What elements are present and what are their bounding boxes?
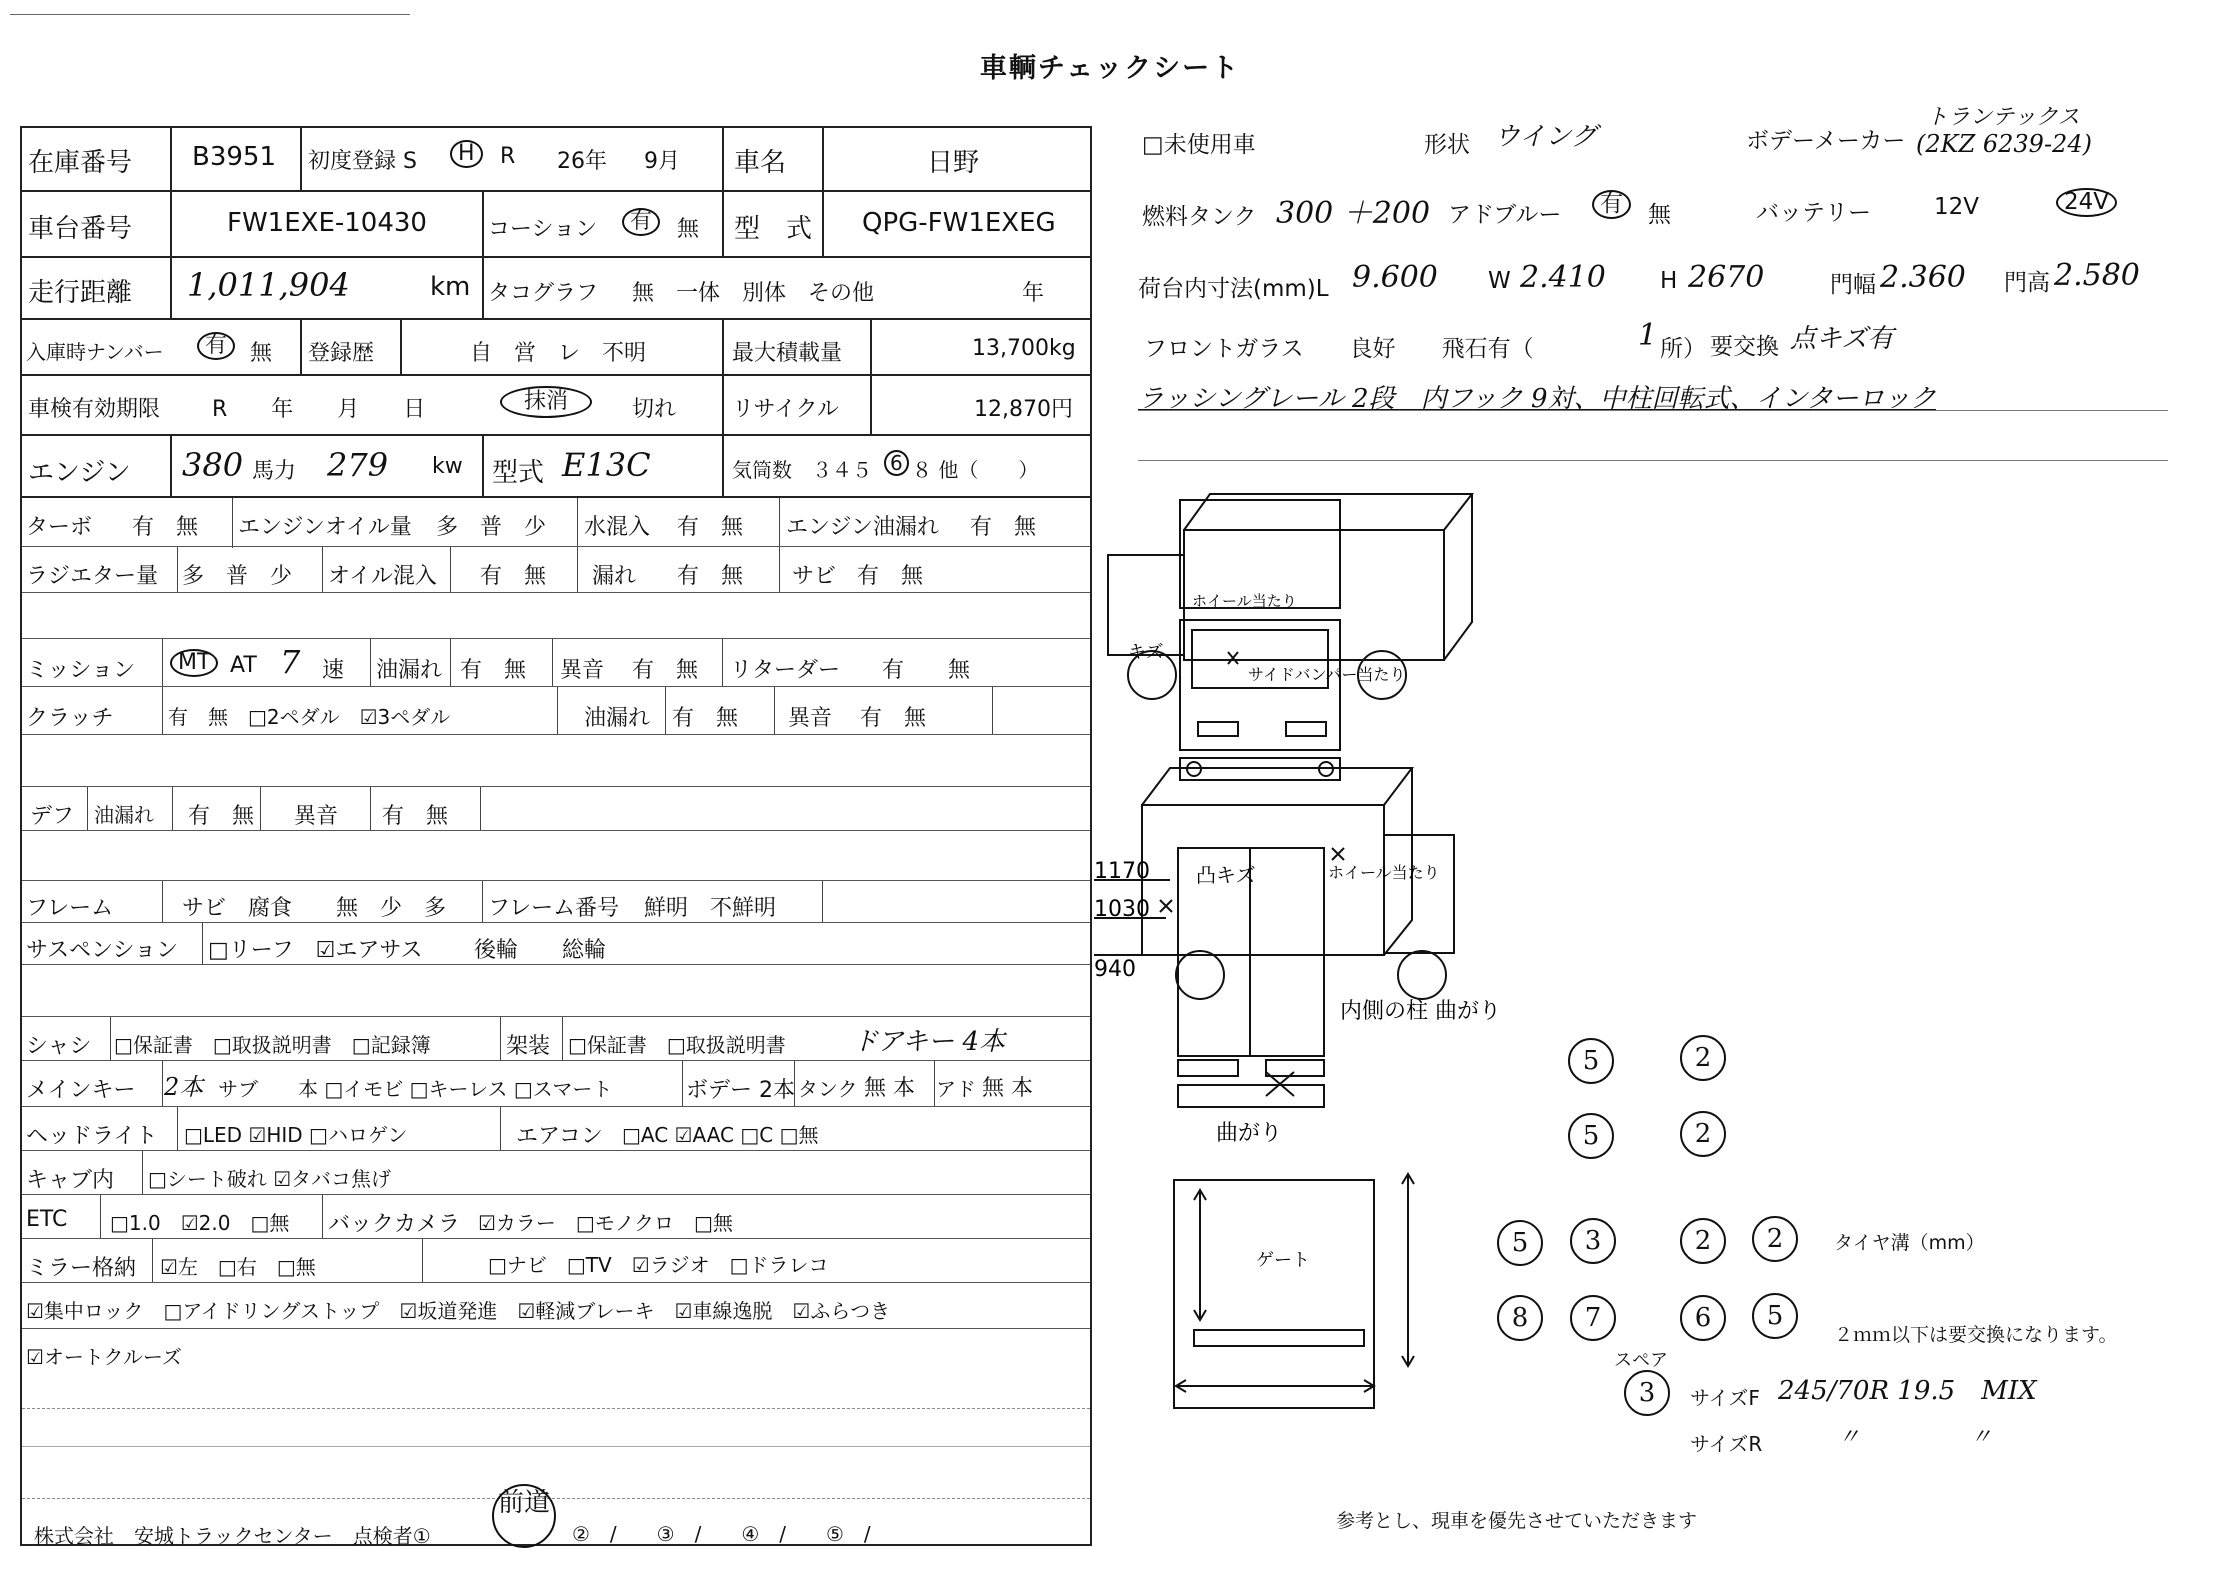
- note-wheel-hit: ホイール当たり: [1192, 592, 1297, 610]
- oilqty-label: エンジンオイル量: [238, 515, 412, 540]
- diff-label: デフ: [30, 804, 75, 829]
- diff-oil-leak-options: 有 無: [188, 804, 255, 829]
- docs-body-options: □保証書 □取扱説明書: [568, 1033, 786, 1057]
- history-options: 自 営 レ 不明: [470, 341, 647, 366]
- unused-vehicle: □未使用車: [1142, 132, 1256, 158]
- name-value: 日野: [927, 148, 980, 178]
- leak-label: 漏れ: [592, 564, 637, 589]
- size-f-value: 245/70R 19.5 MIX: [1778, 1376, 2037, 1406]
- fuel-label: 燃料タンク: [1142, 204, 1257, 230]
- cab-options: □シート破れ ☑タバコ焦げ: [148, 1167, 391, 1191]
- hp-unit: 馬力: [252, 459, 297, 484]
- remarks-line: [1138, 410, 2168, 411]
- susp-parts: 後輪 総輪: [474, 938, 607, 963]
- model-label: 型 式: [734, 214, 813, 244]
- tank-label: タンク: [798, 1077, 858, 1101]
- clutch-oil-leak-label: 油漏れ: [584, 706, 651, 731]
- clutch-noise-label: 異音: [788, 706, 833, 731]
- side2-cab: [1384, 835, 1454, 953]
- row-docs: [22, 1016, 1090, 1061]
- frameno-label: フレーム番号: [488, 896, 620, 921]
- row-stock: [22, 128, 1090, 190]
- tire-r3-c2: 3: [1570, 1218, 1616, 1264]
- plate-yes: 有: [197, 332, 235, 360]
- row-cruise: [22, 1328, 1090, 1373]
- reg-month: 9月: [644, 149, 680, 174]
- note-kizu: キズ: [1128, 642, 1164, 663]
- taco-options: 無 一体 別体 その他: [632, 281, 875, 306]
- height-940: 940: [1094, 957, 1136, 982]
- name-label: 車名: [734, 148, 787, 178]
- frame-label: フレーム: [26, 896, 114, 921]
- row-keys: [22, 1060, 1090, 1107]
- door-w-label: 門幅: [1830, 272, 1876, 298]
- dims-w-label: W: [1488, 268, 1511, 294]
- ac-label: エアコン: [516, 1124, 603, 1149]
- caution-label: コーション: [488, 217, 598, 242]
- stock-value: B3951: [192, 142, 277, 172]
- reg-year: 26年: [557, 149, 607, 174]
- glass-unit: 所）: [1660, 336, 1706, 362]
- note-side-bumper: サイドバンパー当たり: [1248, 665, 1406, 684]
- mirror-options: ☑左 □右 □無: [160, 1255, 316, 1279]
- rear-door-right: [1250, 848, 1324, 1056]
- era-h-circled: H: [450, 140, 483, 168]
- inspect-date: R 年 月 日: [212, 397, 426, 422]
- caution-yes: 有: [622, 208, 660, 236]
- radiator-label: ラジエター量: [26, 564, 159, 589]
- tire-r2-c1: 5: [1568, 1113, 1614, 1159]
- key-main: 2本: [164, 1073, 204, 1101]
- door-w: 2.360: [1880, 260, 1966, 295]
- bodymaker-value: トランテックス: [1926, 105, 2080, 130]
- height-1170: 1170: [1094, 859, 1150, 884]
- size-r-value: 〃 〃: [1838, 1425, 1993, 1450]
- plate-label: 入庫時ナンバー: [26, 340, 164, 364]
- tire-r4-c3: 6: [1680, 1295, 1726, 1341]
- tank-value: 無 本: [864, 1076, 915, 1101]
- adb-label: アド: [936, 1077, 976, 1101]
- mission-oil-leak-label: 油漏れ: [376, 658, 443, 683]
- row-headlight: [22, 1106, 1090, 1151]
- size-r-label: サイズR: [1690, 1432, 1763, 1456]
- water-options: 有 無: [677, 515, 744, 540]
- history-label: 登録歴: [308, 341, 375, 366]
- camera-label: バックカメラ: [328, 1212, 461, 1237]
- top-rule: [10, 14, 410, 15]
- row-inspection: [22, 374, 1090, 436]
- height-1030: 1030: [1094, 897, 1150, 922]
- headlight-label: ヘッドライト: [26, 1124, 158, 1149]
- diff-oil-leak-label: 油漏れ: [94, 803, 154, 827]
- mileage-unit: km: [430, 272, 471, 302]
- tire-depth-label: タイヤ溝（mm）: [1834, 1232, 1985, 1254]
- bodymaker-label: ボデーメーカー: [1746, 128, 1906, 154]
- etc-options: □1.0 ☑2.0 □無: [110, 1211, 290, 1235]
- tire-r3-c3: 2: [1680, 1218, 1726, 1264]
- speed-value: 7: [280, 643, 301, 681]
- row-frame: [22, 880, 1090, 923]
- recycle-label: リサイクル: [732, 397, 839, 422]
- adblue-label: アドブルー: [1448, 202, 1562, 228]
- reg-label: 初度登録 S: [308, 149, 417, 174]
- susp-label: サスペンション: [26, 938, 179, 963]
- tire-note: ２ｍｍ以下は要交換になります。: [1834, 1324, 2118, 1346]
- clutch-noise-options: 有 無: [860, 706, 927, 731]
- dims-w: 2.410: [1520, 260, 1606, 295]
- docs-chassis-options: □保証書 □取扱説明書 □記録簿: [114, 1033, 431, 1057]
- cruise-option: ☑オートクルーズ: [26, 1345, 182, 1369]
- clutch-oil-leak-options: 有 無: [672, 706, 739, 731]
- mt-circled: MT: [170, 649, 218, 677]
- check-form: [20, 126, 1092, 1546]
- dims-h-label: H: [1660, 268, 1678, 294]
- maxload-label: 最大積載量: [732, 341, 843, 366]
- size-f-label: サイズF: [1690, 1386, 1760, 1410]
- section-rule: [1138, 460, 2168, 461]
- row-engine: [22, 434, 1090, 498]
- door-h-label: 門高: [2004, 270, 2050, 296]
- disclaimer: 参考とし、現車を優先させていただきます: [1336, 1510, 1698, 1532]
- row-mirror: [22, 1238, 1090, 1283]
- etype-label: 型式: [492, 458, 545, 488]
- tire-r1-c2: 2: [1680, 1035, 1726, 1081]
- leak-options: 有 無: [677, 564, 744, 589]
- fuel-value: 300 ＋200: [1276, 196, 1431, 231]
- ac-options: □AC ☑AAC □C □無: [622, 1123, 819, 1147]
- tire-r4-c1: 8: [1497, 1295, 1543, 1341]
- docs-note: ドアキー 4本: [852, 1027, 1005, 1057]
- page-title: 車輌チェックシート: [979, 53, 1241, 84]
- rule-line: [22, 1446, 1090, 1448]
- row-blank-4: [22, 964, 1090, 1017]
- susp-options: □リーフ ☑エアサス: [208, 938, 423, 963]
- row-turbo: [22, 496, 1090, 548]
- battery-label: バッテリー: [1756, 200, 1871, 226]
- kw-unit: kw: [432, 454, 463, 479]
- shape-value: ウイング: [1494, 122, 1597, 152]
- row-blank-1: [22, 592, 1090, 639]
- row-diff: [22, 786, 1090, 831]
- adblue-no: 無: [1648, 202, 1671, 228]
- key-options: サブ 本 □イモビ □キーレス □スマート: [218, 1077, 613, 1101]
- dims-h: 2670: [1688, 260, 1765, 295]
- docs-chassis-label: シャシ: [26, 1034, 92, 1059]
- tire-r4-c2: 7: [1570, 1295, 1616, 1341]
- glass-label: フロントガラス 良好 飛石有（: [1144, 336, 1534, 362]
- cyl-label: 気筒数 ３４５: [732, 458, 872, 482]
- oilmix-label: オイル混入: [328, 564, 437, 589]
- cyl-selected: 6: [884, 450, 909, 476]
- clutch-options: 有 無 □2ペダル ☑3ペダル: [168, 705, 451, 729]
- mileage-value: 1,011,904: [187, 266, 350, 304]
- diff-noise-options: 有 無: [382, 804, 449, 829]
- row-plate: [22, 318, 1090, 376]
- camera-options: ☑カラー □モノクロ □無: [478, 1211, 733, 1235]
- gate-sketch: [1170, 1170, 1420, 1420]
- dashed-line-2: [22, 1498, 1090, 1500]
- note-bent: 曲がり: [1216, 1121, 1283, 1146]
- chassis-label: 車台番号: [28, 214, 133, 244]
- door-h: 2.580: [2054, 258, 2140, 293]
- engine-leak-label: エンジン油漏れ: [786, 515, 939, 540]
- key-label: メインキー: [26, 1078, 136, 1103]
- recycle-value: 12,870円: [974, 397, 1073, 422]
- spare-label: スペア: [1614, 1350, 1668, 1371]
- glass-note: 点キズ有: [1790, 324, 1894, 354]
- dims-label: 荷台内寸法(mm)L: [1138, 276, 1329, 302]
- mission-label: ミッション: [26, 658, 136, 683]
- stock-label: 在庫番号: [28, 148, 133, 178]
- docs-body-label: 架装: [506, 1034, 551, 1059]
- tire-r3-c1: 5: [1497, 1220, 1543, 1266]
- battery-24v: 24V: [2056, 188, 2117, 217]
- caution-no: 無: [677, 217, 700, 242]
- mileage-label: 走行距離: [28, 278, 133, 308]
- truck-sketches: [1094, 480, 2200, 1160]
- adb-value: 無 本: [982, 1076, 1033, 1101]
- note-dent: 凸キズ: [1196, 863, 1256, 887]
- inspector-stamp: 前道: [492, 1484, 556, 1548]
- body-key: ボデー 2本: [686, 1078, 795, 1103]
- cyl-rest: ８ 他（ ）: [912, 458, 1039, 482]
- at: AT: [230, 653, 257, 678]
- radiator-options: 多 普 少: [182, 564, 293, 589]
- retarder-label: リターダー: [730, 658, 841, 683]
- row-etc: [22, 1194, 1090, 1239]
- water-label: 水混入: [584, 515, 651, 540]
- front-cab-view: [1180, 620, 1340, 750]
- tire-r2-c2: 2: [1680, 1111, 1726, 1157]
- note-pillar-bent: 内側の柱 曲がり: [1340, 999, 1501, 1024]
- shape-label: 形状: [1424, 132, 1470, 158]
- row-blank-2: [22, 734, 1090, 787]
- row-safety: [22, 1282, 1090, 1329]
- headlight-options: □LED ☑HID □ハロゲン: [184, 1123, 408, 1147]
- rust-options: 有 無: [857, 564, 924, 589]
- row-cab: [22, 1150, 1090, 1195]
- engine-label: エンジン: [28, 458, 131, 488]
- turbo-options: 有 無: [132, 515, 199, 540]
- plate-no: 無: [250, 341, 273, 366]
- gate-label: ゲート: [1256, 1250, 1310, 1271]
- adblue-yes: 有: [1592, 190, 1631, 219]
- spare-tire: 3: [1624, 1370, 1670, 1416]
- rust-label: サビ: [792, 564, 837, 589]
- row-chassis: [22, 190, 1090, 258]
- row-radiator: [22, 546, 1090, 593]
- erased-circled: 抹消: [500, 386, 592, 418]
- tire-r1-c1: 5: [1568, 1038, 1614, 1084]
- inspect-label: 車検有効期限: [28, 397, 161, 422]
- turbo-label: ターボ: [26, 515, 93, 540]
- mission-noise-options: 有 無: [632, 658, 699, 683]
- retarder-options: 有 無: [882, 658, 971, 683]
- row-blank-3: [22, 830, 1090, 881]
- kw-value: 279: [327, 446, 389, 484]
- expired: 切れ: [632, 397, 677, 422]
- etype-value: E13C: [562, 446, 651, 484]
- bodymaker-code: (2KZ 6239-24): [1916, 130, 2092, 158]
- remarks: ラッシングレール 2段 内フック 9対、中柱回転式、インターロック: [1138, 384, 1937, 414]
- taco-year: 年: [1022, 281, 1045, 306]
- speed-unit: 速: [322, 658, 345, 683]
- glass-exchange: 要交換: [1710, 334, 1779, 360]
- engine-leak-options: 有 無: [970, 515, 1037, 540]
- era-r: R: [500, 144, 516, 169]
- frame-options: サビ 腐食 無 少 多: [182, 896, 447, 921]
- clutch-label: クラッチ: [26, 706, 114, 731]
- taco-label: タコグラフ: [488, 281, 599, 306]
- note-wheel-hit-2: ホイール当たり: [1328, 863, 1440, 882]
- mission-noise-label: 異音: [560, 658, 605, 683]
- chassis-value: FW1EXE-10430: [227, 208, 427, 238]
- diff-noise-label: 異音: [294, 804, 339, 829]
- safety-options: ☑集中ロック □アイドリングストップ ☑坂道発進 ☑軽減ブレーキ ☑車線逸脱 ☑ふらつき: [26, 1299, 891, 1323]
- dims-l: 9.600: [1352, 260, 1438, 295]
- tire-r3-c4: 2: [1752, 1216, 1798, 1262]
- frameno-options: 鮮明 不鮮明: [644, 896, 777, 921]
- row-clutch: [22, 686, 1090, 735]
- row-mileage: [22, 256, 1090, 320]
- battery-12v: 12V: [1934, 194, 1980, 220]
- dashed-line-1: [22, 1408, 1090, 1410]
- oilmix-options: 有 無: [480, 564, 547, 589]
- cab-label: キャブ内: [26, 1168, 115, 1193]
- etc-label: ETC: [26, 1207, 68, 1232]
- row-mission: [22, 638, 1090, 687]
- tire-r4-c4: 5: [1752, 1293, 1798, 1339]
- glass-count: 1: [1638, 318, 1658, 353]
- row-suspension: [22, 922, 1090, 965]
- oilqty-options: 多 普 少: [436, 515, 547, 540]
- mission-oil-leak-options: 有 無: [460, 658, 527, 683]
- company-name: 株式会社 安城トラックセンター 点検者①: [34, 1524, 431, 1548]
- mirror-label: ミラー格納: [26, 1256, 137, 1281]
- model-value: QPG-FW1EXEG: [862, 208, 1056, 238]
- side1-cab: [1108, 555, 1184, 655]
- hp-value: 380: [182, 446, 244, 484]
- other-inspectors: ② / ③ / ④ / ⑤ /: [572, 1522, 871, 1546]
- audio-options: □ナビ □TV ☑ラジオ □ドラレコ: [488, 1253, 829, 1277]
- maxload-value: 13,700kg: [972, 336, 1076, 361]
